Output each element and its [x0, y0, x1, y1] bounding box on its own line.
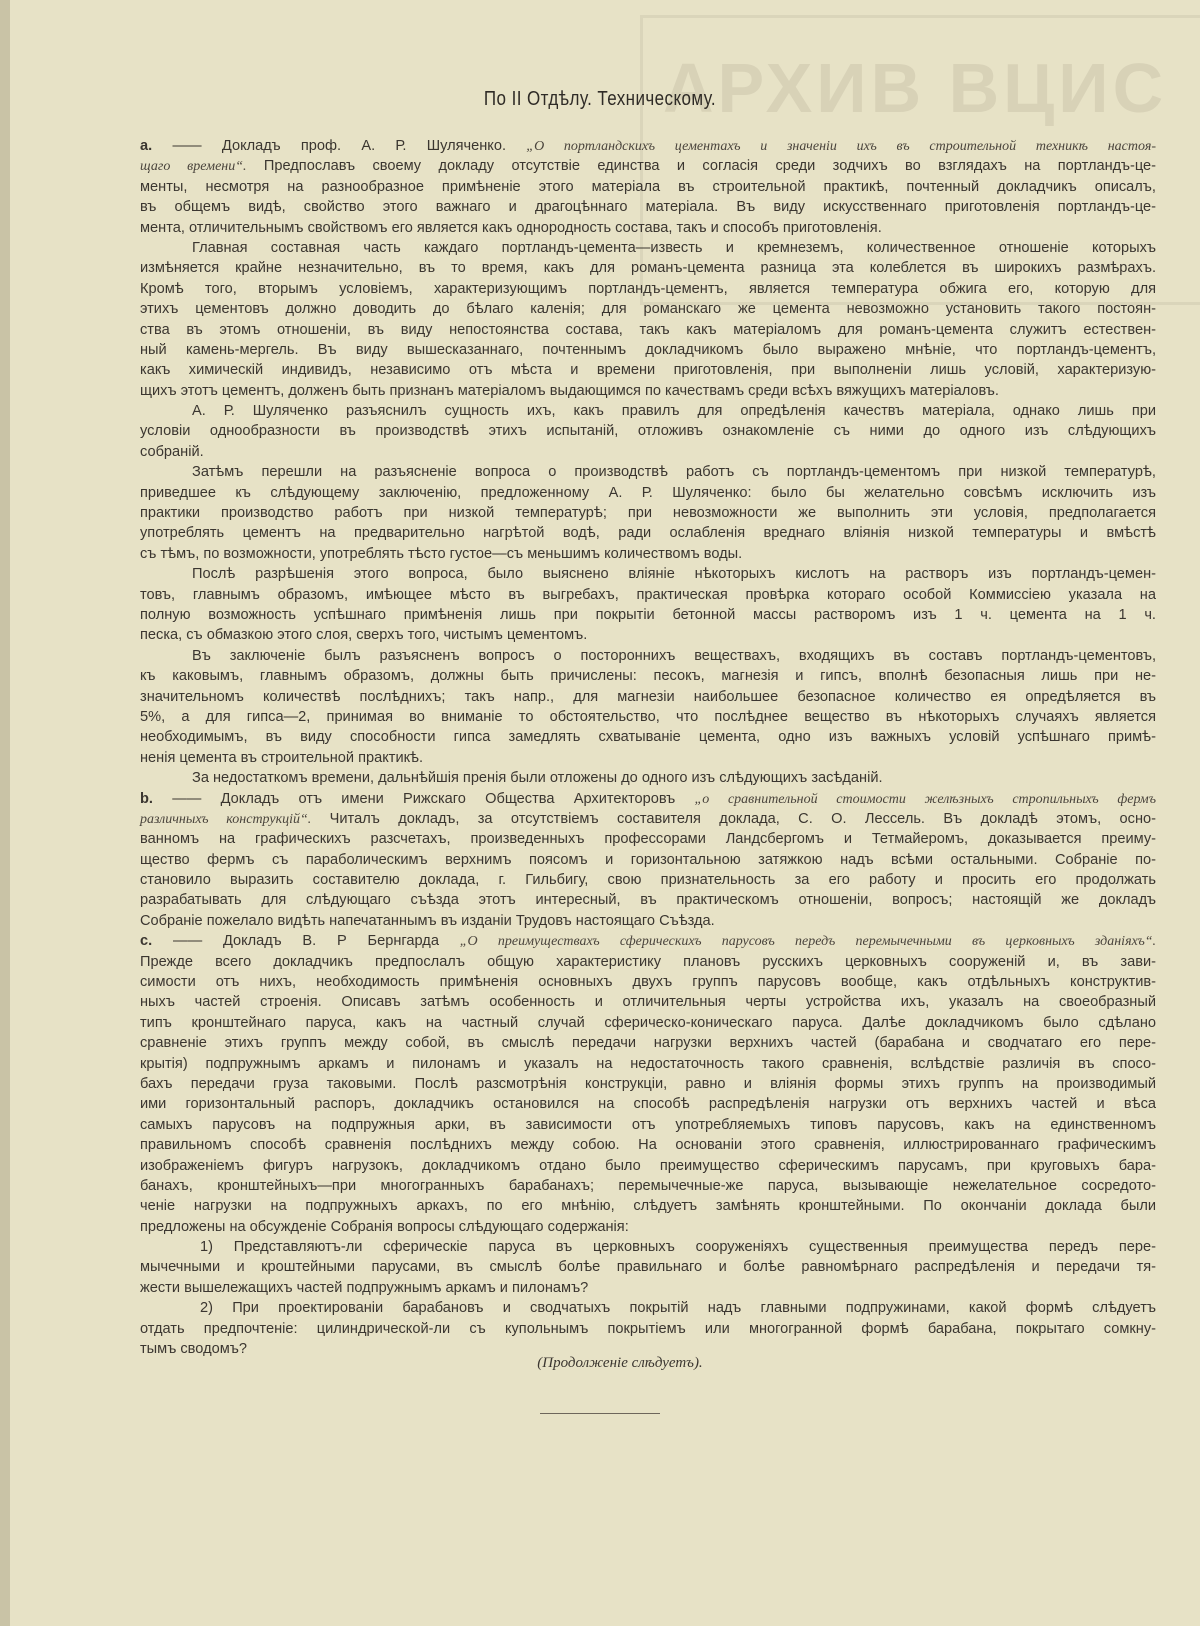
text-line — [140, 564, 1156, 584]
text-line — [140, 789, 1156, 809]
text-segment: банахъ, кронштейныхъ—при многогранныхъ барабанахъ; перемычечные-же паруса, вызывающіе нежелательное сосредото- — [140, 1177, 1156, 1194]
text-segment: практики производство работъ при низкой температурѣ; при невозможности же выполнить эти условія, предполагается — [140, 505, 1156, 522]
page-edge — [0, 0, 10, 1626]
text-segment: тымъ сводомъ? — [140, 1341, 247, 1358]
text-line — [140, 1094, 1156, 1114]
text-line — [140, 707, 1156, 727]
paragraph — [140, 789, 1156, 932]
text-segment: симости отъ нихъ, необходимость примѣненія основныхъ двухъ группъ парусовъ вообще, какъ отдѣльныхъ конструктив- — [140, 974, 1156, 991]
text-segment: Собраніе пожелало видѣть напечатаннымъ въ изданіи Трудовъ настоящаго Съѣзда. — [140, 912, 715, 929]
text-line — [140, 687, 1156, 707]
text-segment: мычечными и кроштейными парусами, въ смыслѣ болѣе правильнаго и болѣе равномѣрнаго распредѣленія и передачи тя- — [140, 1259, 1156, 1276]
paragraph — [140, 462, 1156, 564]
text-line — [140, 299, 1156, 319]
text-segment: собраній. — [140, 443, 204, 460]
text-line — [140, 360, 1156, 380]
text-line — [140, 890, 1156, 910]
text-line — [140, 952, 1156, 972]
text-line — [140, 421, 1156, 441]
text-segment: щество фермъ съ параболическимъ верхнимъ поясомъ и горизонтальною затяжкою надъ всѣми остальными. Собраніе по- — [140, 851, 1156, 868]
text-line — [140, 1013, 1156, 1033]
text-line — [140, 156, 1156, 176]
report-title-italic: „О портландскихъ цементахъ и значеніи ихъ въ строительной техникѣ настоя- — [526, 139, 1156, 154]
text-segment: типъ кронштейнаго паруса, какъ на частный случай сферическо-коническаго паруса. Далѣе докладчикомъ было сдѣлано — [140, 1014, 1156, 1031]
text-line — [140, 1319, 1156, 1339]
text-line — [140, 1074, 1156, 1094]
text-segment: менты, несмотря на разнообразное примѣненіе этого матеріала въ строительной практикѣ, почтенный докладчикъ описалъ, — [140, 178, 1156, 195]
text-line — [140, 1217, 1156, 1237]
report-title-italic: „о сравнительной стоимости желѣзныхъ стропильныхъ фермъ — [694, 791, 1157, 807]
text-line — [140, 666, 1156, 686]
text-line — [140, 1115, 1156, 1135]
text-segment: самыхъ парусовъ на подпружныя арки, въ зависимости отъ употребляемыхъ типовъ парусовъ, какъ на единственномъ — [140, 1116, 1156, 1133]
text-line — [140, 768, 1156, 788]
text-line — [140, 605, 1156, 625]
paragraph — [140, 564, 1156, 646]
text-segment: измѣняется крайне незначительно, въ то время, какъ для романъ-цемента разница эта колеблется въ широкихъ размѣрахъ. — [140, 260, 1156, 277]
text-segment: Предпославъ своему докладу отсутствіе единства и согласія среди зодчихъ во взглядахъ на портландъ-це- — [246, 158, 1156, 175]
text-line — [140, 401, 1156, 421]
text-segment: А. Р. Шуляченко разъяснилъ сущность ихъ, какъ правилъ для опредѣленія качествъ матеріала, однако лишь при — [192, 403, 1156, 420]
text-segment: мента, отличительнымъ свойствомъ его является какъ однородность состава, такъ и способъ приготовленія. — [140, 219, 882, 236]
closing-rule — [540, 1413, 660, 1414]
section-label: b. — [140, 790, 153, 807]
text-segment: къ каковымъ, главнымъ образомъ, должны быть причислены: песокъ, магнезія и гипсъ, вполнѣ безопасныя лишь при не- — [140, 668, 1156, 685]
text-segment: этихъ цементовъ должно доводить до бѣлаго каленія; для романскаго же цемента невозможно установить такого постоян- — [140, 301, 1156, 318]
paragraph — [140, 931, 1156, 1237]
text-line — [140, 381, 1156, 401]
text-segment: жести вышележащихъ частей подпружнымъ аркамъ и пилонамъ? — [140, 1279, 589, 1296]
text-segment: ныхъ частей строенія. Описавъ затѣмъ особенность и отличительныя черты устройства ихъ, указалъ на своеобразный — [140, 994, 1156, 1011]
text-line — [140, 340, 1156, 360]
text-segment: условіи однообразности въ производствѣ этихъ испытаній, отложивъ ознакомленіе съ ними до одного изъ слѣдующихъ — [140, 423, 1156, 440]
paragraph — [140, 238, 1156, 401]
text-line — [140, 258, 1156, 278]
text-line — [140, 829, 1156, 849]
text-line — [140, 442, 1156, 462]
text-line — [140, 1237, 1156, 1257]
text-line — [140, 1054, 1156, 1074]
text-segment: ненія цемента въ строительной практикѣ. — [140, 749, 424, 766]
document-body — [140, 136, 1156, 1359]
text-segment: Затѣмъ перешли на разъясненіе вопроса о производствѣ работъ съ портландъ-цементомъ при низкой температурѣ, — [192, 464, 1156, 481]
paragraph — [140, 136, 1156, 238]
text-segment: 2) При проектированіи барабановъ и сводчатыхъ покрытій надъ главными подпружинами, какой формѣ слѣдуетъ — [200, 1300, 1156, 1317]
text-segment: съ тѣмъ, по возможности, употреблять тѣсто густое—съ меньшимъ количествомъ воды. — [140, 545, 743, 562]
text-segment: предложены на обсужденіе Собранія вопросы слѣдующаго содержанія: — [140, 1218, 629, 1235]
text-line — [140, 177, 1156, 197]
text-segment: въ общемъ видѣ, свойство этого важнаго и драгоцѣннаго матеріала. Въ виду искусственнаго приготовленія портландъ-це- — [140, 199, 1156, 216]
text-segment: 5%, а для гипса—2, принимая во вниманіе то обстоятельство, что послѣднее вещество въ нѣкоторыхъ случаяхъ является — [140, 708, 1156, 725]
text-segment: изображеніемъ фигуръ нагрузокъ, докладчикомъ отдано было преимущество сферическимъ парусамъ, при круговыхъ бара- — [140, 1157, 1156, 1174]
archive-watermark: АРХИВ ВЦИС — [640, 15, 1200, 305]
text-segment: необходимымъ, въ виду способности гипса замедлять схватываніе цемента, одно изъ важныхъ условій успѣшнаго примѣ- — [140, 729, 1156, 746]
report-title-italic: „О преимуществахъ сферическихъ парусовъ передъ перемычечными въ церковныхъ зданіяхъ“. — [459, 934, 1157, 950]
text-segment: Кромѣ того, вторымъ условіемъ, характеризующимъ портландъ-цементъ, является температура обжига его, которую для — [140, 280, 1156, 297]
text-line — [140, 136, 1156, 156]
continuation-note: (Продолженіе слѣдуетъ). — [537, 1355, 703, 1371]
question-paragraph — [140, 1298, 1156, 1359]
text-line — [140, 1196, 1156, 1216]
section-label: а. — [140, 138, 153, 154]
paragraph — [140, 401, 1156, 462]
text-line — [140, 320, 1156, 340]
text-segment: 1) Представляютъ-ли сферическіе паруса въ церковныхъ сооруженіяхъ существенныя преимущества передъ пере- — [200, 1239, 1156, 1256]
text-segment: —— Докладъ В. Р Бернгарда — [152, 933, 460, 950]
text-line — [140, 1156, 1156, 1176]
text-line — [140, 544, 1156, 564]
text-line — [140, 972, 1156, 992]
text-segment: значительномъ количествѣ послѣднихъ; такъ напр., для магнезіи наибольшее безопасное количество ея опредѣляется въ — [140, 688, 1156, 705]
text-line — [140, 1257, 1156, 1277]
text-line — [140, 748, 1156, 768]
text-segment: песка, съ обмазкою этого слоя, сверхъ того, чистымъ цементомъ. — [140, 627, 588, 644]
text-segment: ства въ этомъ отношеніи, въ виду непостоянства состава, такъ какъ матеріаломъ для романъ-цемента служитъ естествен- — [140, 321, 1156, 338]
text-segment: Прежде всего докладчикъ предпослалъ общую характеристику плановъ русскихъ церковныхъ сооруженій и, въ зави- — [140, 953, 1156, 970]
text-segment: Читалъ докладъ, за отсутствіемъ составителя доклада, С. О. Лессель. Въ докладѣ этомъ, осно- — [311, 810, 1156, 827]
text-line — [140, 646, 1156, 666]
text-segment: Послѣ разрѣшенія этого вопроса, было выяснено вліяніе нѣкоторыхъ кислотъ на растворъ изъ портландъ-цемен- — [192, 566, 1156, 583]
text-line — [140, 727, 1156, 747]
text-line — [140, 585, 1156, 605]
text-line — [140, 992, 1156, 1012]
text-segment: —— Докладъ отъ имени Рижскаго Общества Архитекторовъ — [152, 790, 695, 807]
text-line — [140, 911, 1156, 931]
text-line — [140, 1176, 1156, 1196]
text-segment: товъ, главнымъ образомъ, имѣющее мѣсто въ выгребахъ, практическая провѣрка котораго особой Коммиссіею указала на — [140, 586, 1156, 603]
text-line — [140, 462, 1156, 482]
text-line — [140, 1135, 1156, 1155]
section-label: c. — [140, 933, 153, 950]
text-segment: За недостаткомъ времени, дальнѣйшія пренія были отложены до одного изъ слѣдующихъ засѣданій. — [192, 770, 883, 787]
text-segment: ченіе нагрузки на подпружныхъ аркахъ, по его мнѣнію, слѣдуетъ замѣнять кронштейными. По окончаніи доклада были — [140, 1198, 1156, 1215]
text-segment: Главная составная часть каждаго портландъ-цемента—известь и кремнеземъ, количественное отношеніе которыхъ — [192, 239, 1156, 256]
text-segment: полную возможность успѣшнаго примѣненія лишь при покрытіи бетонной массы растворомъ изъ 1 ч. цемента на 1 ч. — [140, 606, 1156, 623]
text-line — [140, 523, 1156, 543]
text-segment: ими горизонтальный распоръ, докладчикъ остановился на способѣ распредѣленія нагрузки отъ верхнихъ частей и вѣса — [140, 1096, 1156, 1113]
text-line — [140, 503, 1156, 523]
question-paragraph — [140, 1237, 1156, 1298]
page-title: По II Отдѣлу. Техническому. — [483, 88, 717, 110]
text-line — [140, 1033, 1156, 1053]
text-segment: бахъ передачи груза таковыми. Послѣ разсмотрѣнія конструкціи, равно и вліянія формы этихъ группъ на производимый — [140, 1075, 1156, 1092]
text-segment: правильномъ способѣ сравненія послѣднихъ между собою. На основаніи этого сравненія, иллюстрированнаго графическимъ — [140, 1137, 1156, 1154]
text-segment: ванномъ на графическихъ разсчетахъ, произведенныхъ профессорами Ландсбергомъ и Тетмайеромъ, доказывается преиму- — [140, 831, 1156, 848]
text-segment: сравненіе этихъ группъ между собой, въ смыслѣ передачи нагрузки верхнихъ частей (барабана и сводчатаго его пере- — [140, 1035, 1156, 1052]
text-line — [140, 197, 1156, 217]
text-line — [140, 238, 1156, 258]
paragraph — [140, 768, 1156, 788]
text-segment: приведшее къ слѣдующему заключенію, предложенному А. Р. Шуляченко: было бы желательно совсѣмъ исключить изъ — [140, 484, 1156, 501]
text-line — [140, 809, 1156, 829]
paragraph — [140, 646, 1156, 768]
text-segment: ный камень-мергель. Въ виду вышесказаннаго, почтеннымъ докладчикомъ было выражено мнѣніе, что портландъ-цементъ, — [140, 341, 1156, 358]
text-line — [140, 870, 1156, 890]
text-segment: какъ химическій индивидъ, независимо отъ мѣста и времени приготовленія, при выполненіи лишь условій, характеризую- — [140, 362, 1156, 379]
report-title-italic: различныхъ конструкцій“. — [140, 811, 312, 827]
text-segment: становило выразить составителю доклада, г. Гильбигу, свою признательность за его работу и просить его продолжать — [140, 872, 1156, 889]
text-segment: щихъ этотъ цементъ, долженъ быть признанъ матеріаломъ выдающимся по качествамъ среди всѣхъ вяжущихъ матеріаловъ. — [140, 382, 999, 399]
text-segment: Въ заключеніе былъ разъясненъ вопросъ о постороннихъ веществахъ, входящихъ въ составъ портландъ-цементовъ, — [192, 647, 1156, 664]
text-segment: разрабатывать для слѣдующаго съѣзда этотъ интересный, въ практическомъ отношеніи, вопросъ; настоящій же докладъ — [140, 892, 1156, 909]
text-segment: отдать предпочтеніе: цилиндрической-ли съ купольнымъ покрытіемъ или многогранной формѣ барабана, покрытаго сомкну- — [140, 1320, 1156, 1337]
text-line — [140, 1298, 1156, 1318]
text-segment: употреблять цементъ на предварительно нагрѣтой водѣ, ради ослабленія вреднаго вліянія низкой температуры и вмѣстѣ — [140, 525, 1156, 542]
text-line — [140, 1278, 1156, 1298]
text-segment: крытія) подпружнымъ аркамъ и пилонамъ и указалъ на недостаточность такого сравненія, вслѣдствіе различія въ спосо- — [140, 1055, 1156, 1072]
text-line — [140, 483, 1156, 503]
text-line — [140, 279, 1156, 299]
text-segment: —— Докладъ проф. А. Р. Шуляченко. — [152, 138, 527, 154]
text-line — [140, 931, 1156, 951]
text-line — [140, 218, 1156, 238]
text-line — [140, 625, 1156, 645]
text-line — [140, 850, 1156, 870]
report-title-italic: щаго времени“. — [140, 159, 247, 175]
